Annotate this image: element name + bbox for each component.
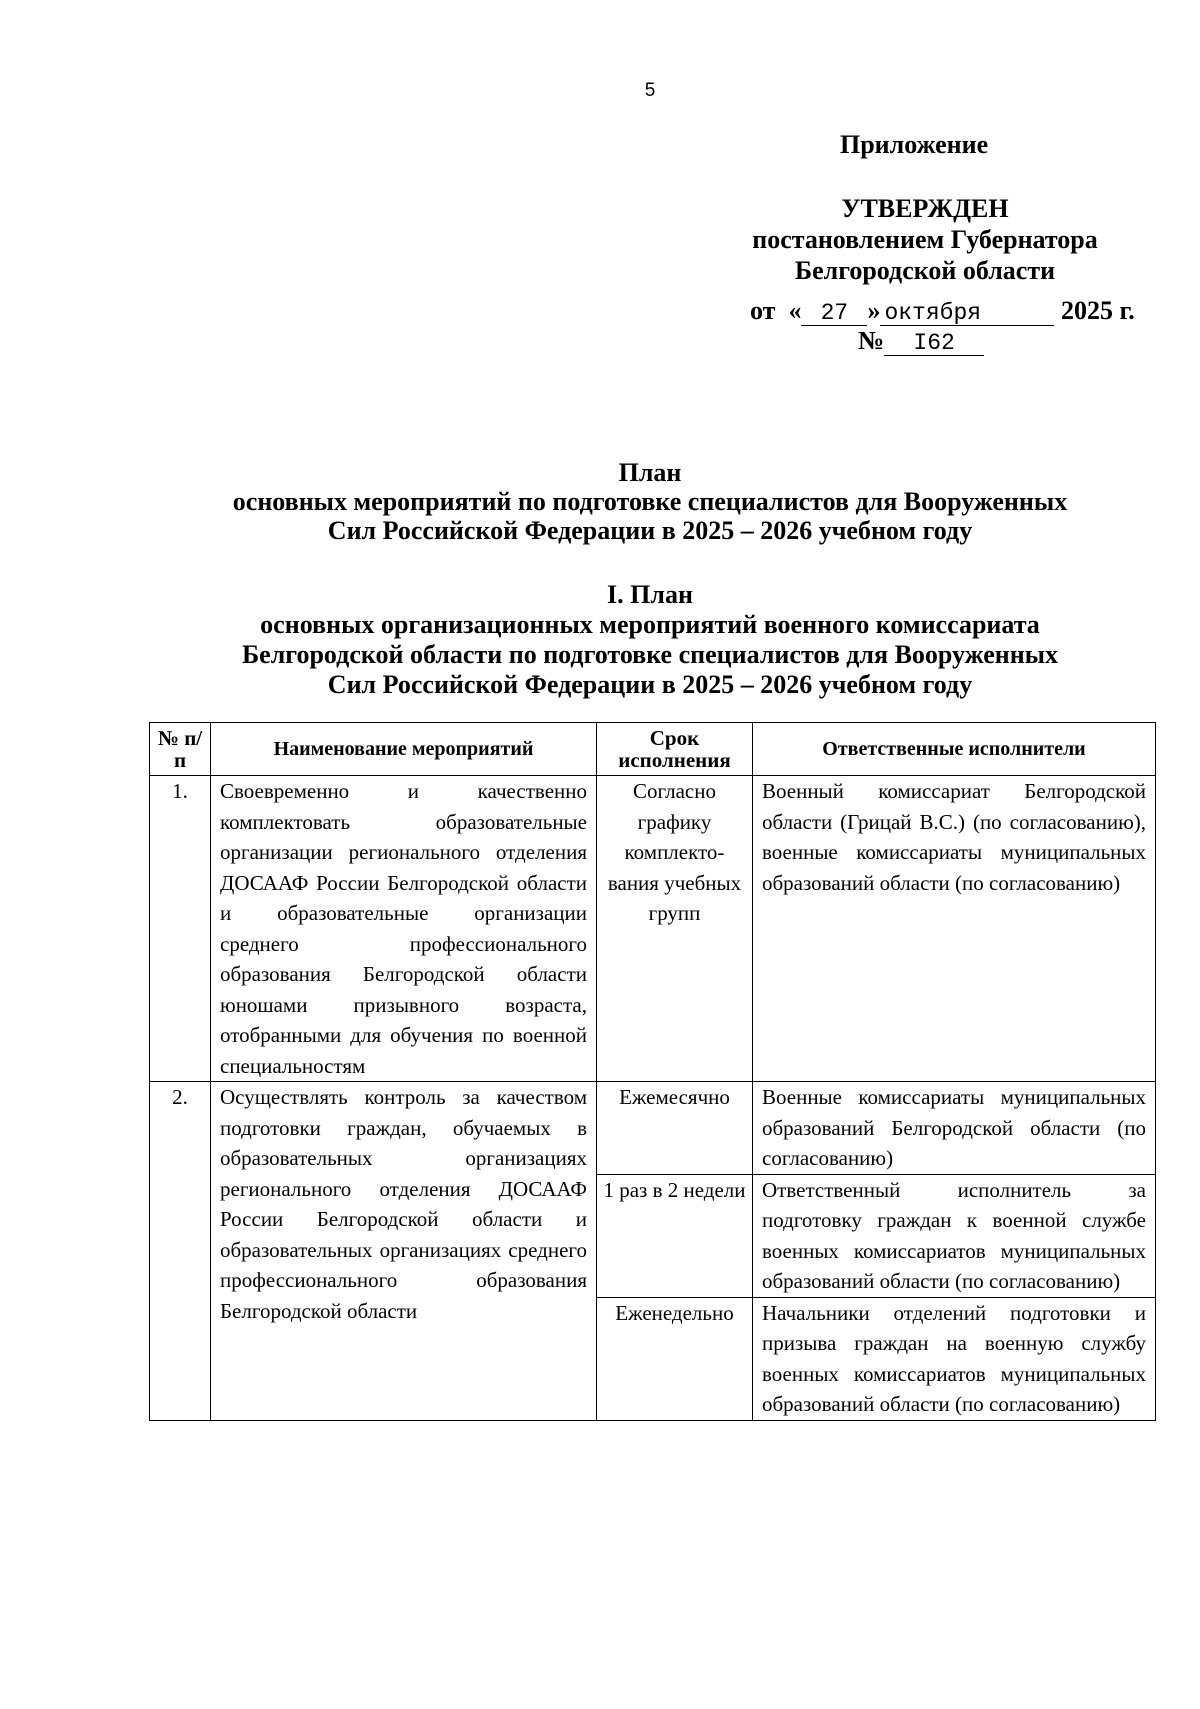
measure-term: Согласно графику комплекто-вания учебных групп: [597, 776, 753, 1082]
plan-title-line: План: [618, 458, 682, 487]
header-responsible: Ответственные исполнители: [753, 723, 1156, 776]
section-title-line: I. План: [607, 580, 693, 609]
measure-name: Осуществлять контроль за качеством подготовки граждан, обучаемых в образовательных организациях регионального отделения ДОСААФ России Белгородской области и образовательных организациях среднего профессионального образования Белгородской области: [211, 1082, 597, 1421]
number-value: I62: [884, 331, 984, 356]
approved-heading: УТВЕРЖДЕН: [841, 194, 1009, 223]
header-num: № п/п: [150, 723, 211, 776]
section-title: [150, 580, 1150, 700]
appendix-label: Приложение: [840, 130, 989, 159]
header-name: Наименование мероприятий: [211, 723, 597, 776]
row-number: 1.: [150, 776, 211, 1082]
measure-term: 1 раз в 2 недели: [597, 1174, 753, 1297]
measure-term: Ежемесячно: [597, 1082, 753, 1175]
plan-title: [150, 458, 1150, 545]
measure-responsible: Военные комиссариаты муниципальных образований Белгородской области (по согласованию): [753, 1082, 1156, 1175]
approved-region: Белгородской области: [794, 256, 1056, 285]
section-title-line: Сил Российской Федерации в 2025 – 2026 учебном году: [327, 670, 973, 699]
table-row: [150, 1082, 1156, 1175]
approval-block: [700, 193, 1150, 286]
measure-responsible: Ответственный исполнитель за подготовку граждан к военной службе военных комиссариатов муниципальных образований области (по согласованию): [753, 1174, 1156, 1297]
table-header-row: [150, 723, 1156, 776]
measures-table: [149, 722, 1156, 1421]
date-close-quote: »: [867, 296, 881, 325]
date-open-quote: «: [788, 296, 802, 325]
measure-responsible: Военный комиссариат Белгородской области (Грицай В.С.) (по согласованию), военные комиссариаты муниципальных образований области (по согласованию): [753, 776, 1156, 1082]
approval-number: [858, 326, 984, 356]
plan-title-line: основных мероприятий по подготовке специалистов для Вооруженных: [232, 487, 1068, 516]
number-prefix: №: [858, 326, 885, 355]
approval-date: [750, 296, 1135, 326]
plan-title-line: Сил Российской Федерации в 2025 – 2026 учебном году: [327, 516, 973, 545]
header-term: Срок исполнения: [597, 723, 753, 776]
section-title-line: Белгородской области по подготовке специалистов для Вооруженных: [241, 640, 1059, 669]
section-title-line: основных организационных мероприятий военного комиссариата: [260, 610, 1040, 639]
measure-term: Еженедельно: [597, 1297, 753, 1420]
date-prefix: от: [750, 296, 776, 325]
date-month: октября: [880, 301, 1054, 326]
table-row: [150, 776, 1156, 1082]
row-number: 2.: [150, 1082, 211, 1421]
measure-name: Своевременно и качественно комплектовать образовательные организации регионального отделения ДОСААФ России Белгородской области и образовательные организации среднего профессионального образования Белгородской области юношами призывного возраста, отобранными для обучения по военной специальностям: [211, 776, 597, 1082]
date-day: 27: [801, 301, 867, 326]
date-year: 2025 г.: [1060, 296, 1135, 325]
page-number: 5: [644, 80, 656, 101]
approved-by: постановлением Губернатора: [752, 225, 1098, 254]
measure-responsible: Начальники отделений подготовки и призыва граждан на военную службу военных комиссариатов муниципальных образований области (по согласованию): [753, 1297, 1156, 1420]
